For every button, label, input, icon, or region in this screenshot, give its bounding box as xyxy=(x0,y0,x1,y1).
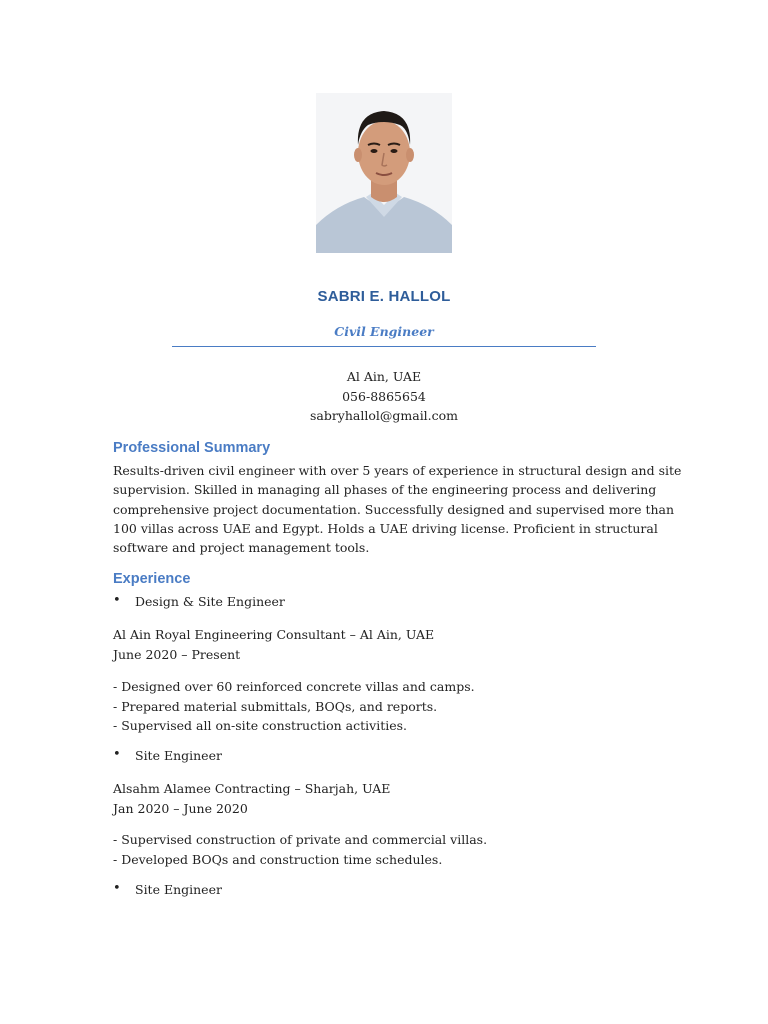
job-details xyxy=(113,779,390,818)
title-divider xyxy=(172,346,596,347)
duty-item: - Prepared material submittals, BOQs, and reports. xyxy=(113,698,438,714)
job-details xyxy=(113,625,434,664)
summary-line: Results-driven civil engineer with over 5 years of experience in structural design and site xyxy=(113,463,682,478)
duty-item: - Supervised all on-site construction activities. xyxy=(113,718,408,733)
bullet-icon: • xyxy=(113,593,121,608)
experience-heading: Experience xyxy=(113,571,191,587)
candidate-name: SABRI E. HALLOL xyxy=(317,288,451,305)
job-role: Design & Site Engineer xyxy=(135,594,285,609)
job-duties xyxy=(113,830,487,869)
contact-info xyxy=(0,367,768,426)
location: Al Ain, UAE xyxy=(346,369,422,384)
summary-heading: Professional Summary xyxy=(113,440,271,456)
summary-text xyxy=(113,461,682,557)
bullet-icon: • xyxy=(113,747,121,762)
phone: 056-8865654 xyxy=(342,388,426,404)
summary-line: software and project management tools. xyxy=(113,540,370,556)
email: sabryhallol@gmail.com xyxy=(309,408,459,423)
company: Alsahm Alamee Contracting – Sharjah, UAE xyxy=(113,781,391,796)
job-dates: Jan 2020 – June 2020 xyxy=(113,800,248,816)
summary-line: supervision. Skilled in managing all phases of the engineering process and delivering xyxy=(113,482,657,498)
job-role: Site Engineer xyxy=(135,882,222,897)
job-dates: June 2020 – Present xyxy=(113,646,241,662)
bullet-icon: • xyxy=(113,881,121,896)
summary-line: comprehensive project documentation. Successfully designed and supervised more than xyxy=(113,501,675,517)
job-duties xyxy=(113,677,475,736)
duty-item: - Designed over 60 reinforced concrete villas and camps. xyxy=(113,679,475,694)
duty-item: - Supervised construction of private and commercial villas. xyxy=(113,832,488,847)
duty-item: - Developed BOQs and construction time schedules. xyxy=(113,851,443,867)
company: Al Ain Royal Engineering Consultant – Al Ain, UAE xyxy=(113,627,435,642)
summary-line: 100 villas across UAE and Egypt. Holds a UAE driving license. Proficient in structural xyxy=(113,520,658,536)
job-role: Site Engineer xyxy=(135,748,222,763)
profile-photo xyxy=(316,93,452,253)
job-title: Civil Engineer xyxy=(334,324,434,339)
